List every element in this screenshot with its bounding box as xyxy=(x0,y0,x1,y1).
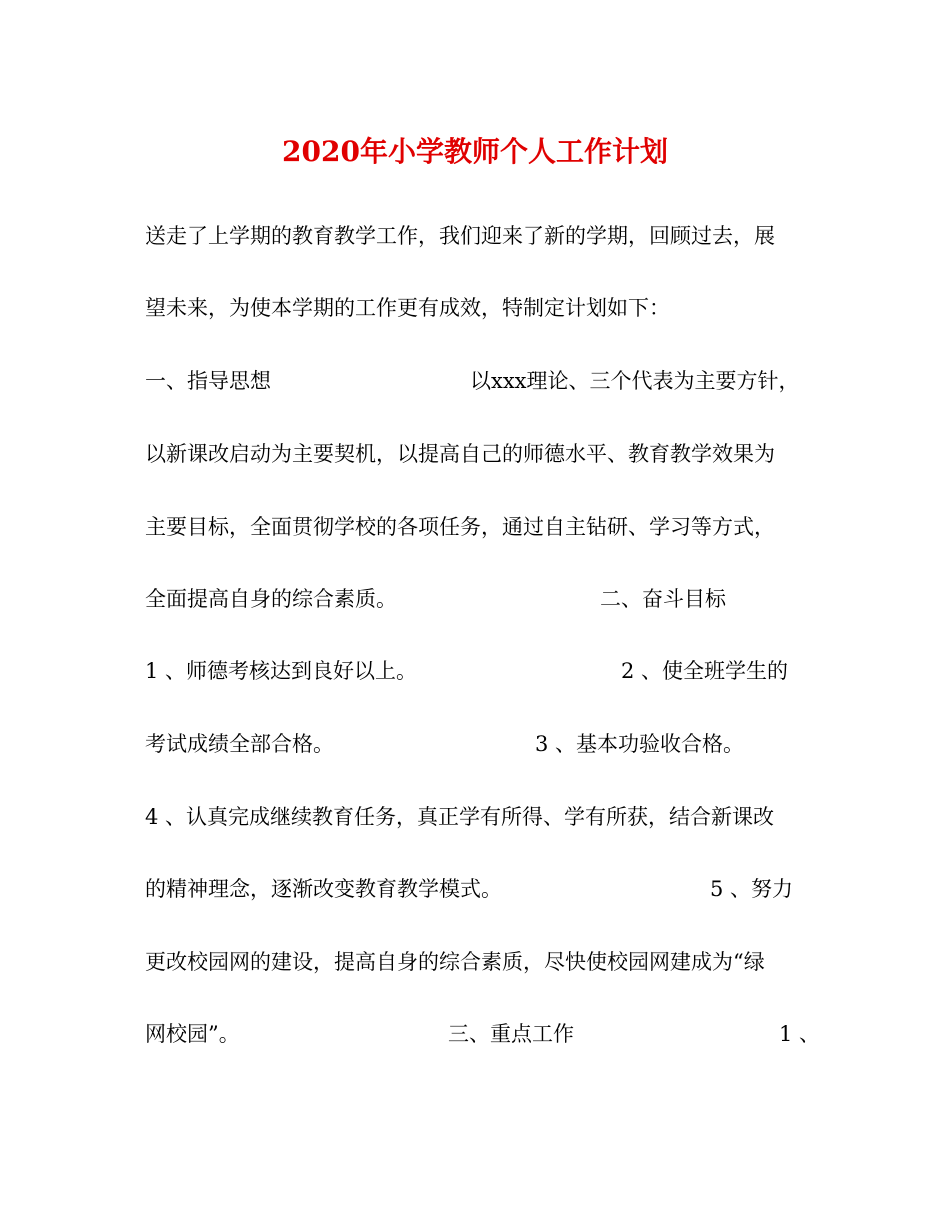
text-line xyxy=(145,872,825,906)
text-line xyxy=(145,364,825,398)
text-segment: 主要目标，全面贯彻学校的各项任务，通过自主钻研、学习等方式， xyxy=(145,515,775,539)
text-line xyxy=(145,510,825,544)
text-segment: 考试成绩全部合格。 xyxy=(145,732,334,756)
section-heading: 三、重点工作 xyxy=(448,1022,574,1046)
text-segment: 的精神理念，逐渐改变教育教学模式。 xyxy=(145,877,502,901)
document-title: 2020年小学教师个人工作计划 xyxy=(282,135,668,168)
list-item: 5 、努力 xyxy=(710,877,794,901)
text-line xyxy=(145,291,825,325)
text-segment: 更改校园网的建设，提高自身的综合素质，尽快使校园网建成为“绿 xyxy=(145,950,765,974)
list-item: 2 、使全班学生的 xyxy=(621,659,789,683)
text-segment: 以新课改启动为主要契机，以提高自己的师德水平、教育教学效果为 xyxy=(145,442,775,466)
text-line xyxy=(145,727,825,761)
list-item: 3 、基本功验收合格。 xyxy=(535,732,745,756)
text-segment: 网校园”。 xyxy=(145,1022,240,1046)
list-item: 4 、认真完成继续教育任务，真正学有所得、学有所获，结合新课改 xyxy=(145,805,775,829)
text-line xyxy=(145,582,825,616)
list-item: 1 、 xyxy=(779,1022,821,1046)
text-line xyxy=(145,945,825,979)
text-segment: 以xxx理论、三个代表为主要方针， xyxy=(470,369,800,393)
text-segment: 全面提高自身的综合素质。 xyxy=(145,587,397,611)
text-line xyxy=(145,219,825,253)
section-heading: 一、指导思想 xyxy=(145,369,271,393)
text-segment: 望未来，为使本学期的工作更有成效，特制定计划如下： xyxy=(145,296,670,320)
list-item: 1 、师德考核达到良好以上。 xyxy=(145,659,418,683)
text-line xyxy=(145,800,825,834)
text-line xyxy=(145,1017,825,1051)
text-line xyxy=(145,654,825,688)
text-segment: 送走了上学期的教育教学工作，我们迎来了新的学期，回顾过去，展 xyxy=(145,224,775,248)
section-heading: 二、奋斗目标 xyxy=(600,587,726,611)
text-line xyxy=(145,437,825,471)
